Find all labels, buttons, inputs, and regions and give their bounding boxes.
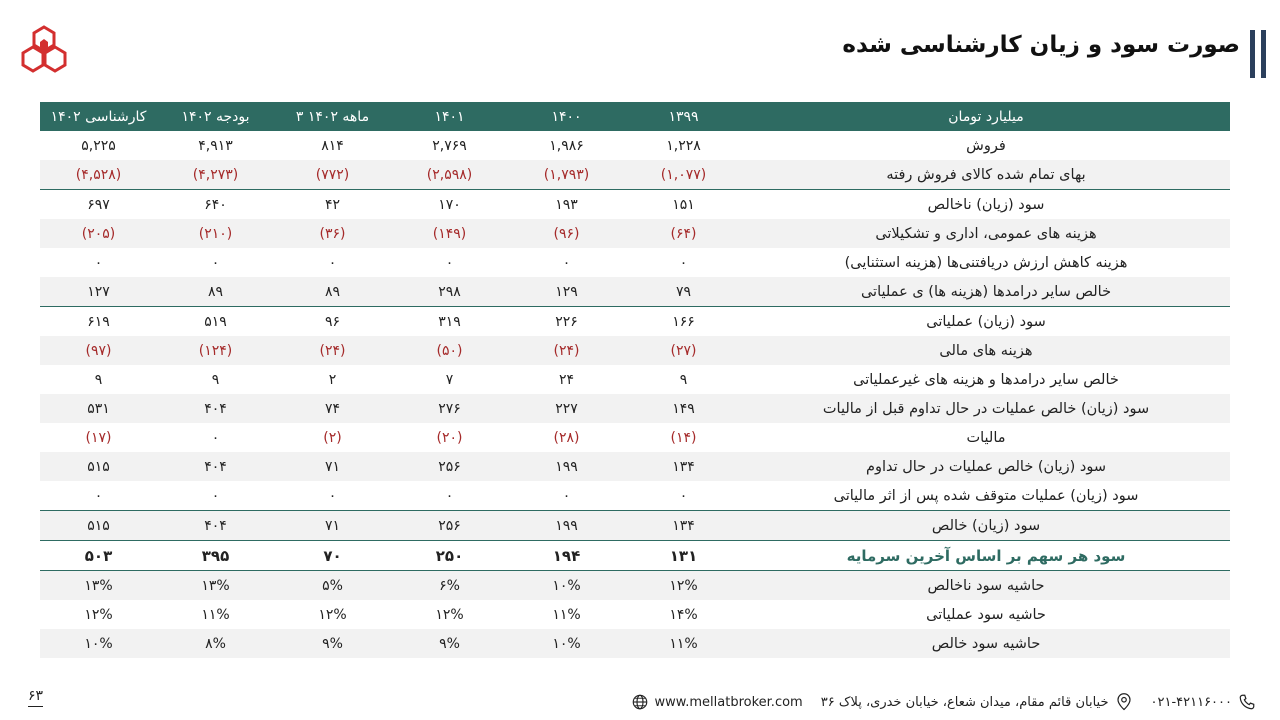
table-cell: (۴,۵۲۸) [40, 160, 157, 190]
row-label: سود (زیان) خالص [742, 511, 1230, 541]
table-cell: ۴۲ [274, 190, 391, 220]
table-cell: ۹ [679, 371, 688, 388]
table-cell: ۹ [211, 371, 220, 388]
table-cell: ۶۹۷ [40, 190, 157, 220]
table-cell: ۱,۹۸۶ [549, 137, 584, 154]
table-cell: ۴۰۴ [157, 394, 274, 423]
table-cell: ۱۶۶ [625, 307, 742, 337]
table-cell: ۵۳۱ [40, 394, 157, 423]
table-cell: ۰ [679, 254, 688, 271]
table-cell: ۱۲۹ [508, 277, 625, 307]
table-cell: ۱۲۷ [40, 277, 157, 307]
table-cell: ۰ [562, 254, 571, 271]
table-cell: ۱۱% [552, 606, 581, 623]
table-cell: (۹۶) [508, 219, 625, 248]
table-cell: ۰ [211, 429, 220, 446]
table-cell: ۲۵۶ [391, 452, 508, 481]
table-cell: ۱۱% [201, 606, 230, 623]
table-cell: ۹ [94, 371, 103, 388]
table-cell: ۱۹۹ [508, 511, 625, 541]
table-cell: (۲۰) [436, 429, 463, 446]
table-cell: (۹۷) [40, 336, 157, 365]
page-number: ۶۳ [28, 688, 43, 707]
table-row [40, 190, 1230, 220]
table-cell: ۱۲% [84, 606, 113, 623]
table-cell: (۱۷) [85, 429, 112, 446]
row-label: هزینه های مالی [742, 336, 1230, 365]
row-label: سود هر سهم بر اساس آخرین سرمایه [742, 541, 1230, 571]
table-row [40, 365, 1230, 394]
col-header-1399: ۱۳۹۹ [625, 102, 742, 131]
col-header-expert-1402: کارشناسی ۱۴۰۲ [40, 102, 157, 131]
table-cell: ۱۹۴ [508, 541, 625, 571]
table-cell: ۷ [445, 371, 454, 388]
table-cell: ۲,۷۶۹ [432, 137, 467, 154]
table-cell: ۵۱۵ [40, 452, 157, 481]
logo-icon [20, 25, 68, 77]
table-cell: ۵۱۵ [40, 511, 157, 541]
table-cell: ۷۴ [274, 394, 391, 423]
table-cell: (۲۷) [625, 336, 742, 365]
table-cell: ۵% [274, 571, 391, 601]
table-cell: ۰ [328, 487, 337, 504]
table-cell: ۱۷۰ [391, 190, 508, 220]
table-cell: ۶۱۹ [40, 307, 157, 337]
address-text: خیابان قائم مقام، میدان شعاع، خیابان خدری، پلاک ۳۶ [820, 694, 1109, 710]
table-cell: ۰ [562, 487, 571, 504]
table-cell: ۶۴۰ [157, 190, 274, 220]
page-title: صورت سود و زیان کارشناسی شده [842, 32, 1240, 58]
table-cell: ۱۲% [625, 571, 742, 601]
row-label: خالص سایر درامدها (هزینه ها) ی عملیاتی [742, 277, 1230, 307]
table-cell: ۰ [211, 254, 220, 271]
table-cell: ۰ [328, 254, 337, 271]
col-header-budget-1402: بودجه ۱۴۰۲ [157, 102, 274, 131]
table-row [40, 160, 1230, 190]
table-cell: (۲۰۵) [40, 219, 157, 248]
row-label: فروش [966, 137, 1006, 154]
table-cell: ۲۵۶ [391, 511, 508, 541]
table-cell: ۱۱% [625, 629, 742, 658]
table-cell: ۲۲۷ [508, 394, 625, 423]
table-cell: ۲ [328, 371, 337, 388]
table-cell: ۳۱۹ [391, 307, 508, 337]
col-header-1400: ۱۴۰۰ [508, 102, 625, 131]
table-cell: (۱۴) [670, 429, 697, 446]
table-cell: (۵۰) [391, 336, 508, 365]
table-cell: (۲,۵۹۸) [391, 160, 508, 190]
table-cell: ۲۴ [558, 371, 575, 388]
row-label: حاشیه سود خالص [742, 629, 1230, 658]
table-cell: (۲۴) [508, 336, 625, 365]
table-cell: (۳۶) [274, 219, 391, 248]
table-row [40, 277, 1230, 307]
row-label: مالیات [966, 429, 1006, 446]
table-cell: ۹۶ [274, 307, 391, 337]
table-cell: ۲۹۸ [391, 277, 508, 307]
table-cell: ۱,۲۲۸ [666, 137, 701, 154]
table-cell: ۰ [94, 254, 103, 271]
phone-text: ۰۲۱-۴۲۱۱۶۰۰۰ [1150, 694, 1232, 710]
title-accent-bar [1250, 30, 1266, 78]
table-cell: (۱۴۹) [391, 219, 508, 248]
row-label: هزینه کاهش ارزش دریافتنی‌ها (هزینه استثنایی) [844, 254, 1128, 271]
table-cell: ۷۱ [274, 452, 391, 481]
col-header-3month-1402: ۳ ماهه ۱۴۰۲ [274, 102, 391, 131]
table-row [40, 423, 1230, 452]
website-link[interactable]: www.mellatbroker.com [654, 694, 803, 710]
table-cell: ۸۹ [157, 277, 274, 307]
row-label: حاشیه سود عملیاتی [926, 606, 1046, 623]
table-cell: ۴,۹۱۳ [198, 137, 233, 154]
table-row [40, 336, 1230, 365]
table-row [40, 541, 1230, 571]
col-header-unit: میلیارد تومان [742, 102, 1230, 131]
table-row [40, 248, 1230, 277]
table-cell: ۲۵۰ [391, 541, 508, 571]
table-cell: ۰ [445, 254, 454, 271]
footer-address [821, 692, 1133, 712]
table-cell: ۵,۲۲۵ [81, 137, 116, 154]
row-label: سود (زیان) خالص عملیات در حال تداوم [742, 452, 1230, 481]
table-header-row [40, 102, 1230, 131]
table-cell: ۱۰% [508, 629, 625, 658]
table-cell: ۱۰% [40, 629, 157, 658]
table-cell: ۳۹۵ [157, 541, 274, 571]
table-cell: (۲) [323, 429, 342, 446]
col-header-1401: ۱۴۰۱ [391, 102, 508, 131]
table-row [40, 394, 1230, 423]
table-cell: ۰ [94, 487, 103, 504]
phone-icon [1238, 693, 1256, 711]
globe-icon [631, 693, 649, 711]
row-label: بهای تمام شده کالای فروش رفته [742, 160, 1230, 190]
row-label: سود (زیان) خالص عملیات در حال تداوم قبل از مالیات [742, 394, 1230, 423]
table-row [40, 452, 1230, 481]
table-cell: ۲۲۶ [508, 307, 625, 337]
table-cell: (۲۸) [553, 429, 580, 446]
table-cell: ۸۹ [274, 277, 391, 307]
footer-phone [1151, 693, 1257, 711]
table-cell: ۸% [157, 629, 274, 658]
table-cell: ۱۳۱ [625, 541, 742, 571]
location-icon [1115, 692, 1133, 712]
table-cell: ۱۴۹ [625, 394, 742, 423]
table-cell: ۸۱۴ [321, 137, 344, 154]
table-cell: (۱,۷۹۳) [508, 160, 625, 190]
row-label: هزینه های عمومی، اداری و تشکیلاتی [742, 219, 1230, 248]
table-cell: ۱۹۹ [508, 452, 625, 481]
table-cell: ۴۰۴ [157, 511, 274, 541]
table-cell: ۱۴% [669, 606, 698, 623]
table-cell: ۱۲% [318, 606, 347, 623]
table-cell: ۰ [211, 487, 220, 504]
table-cell: (۶۴) [625, 219, 742, 248]
table-cell: ۹% [391, 629, 508, 658]
table-row [40, 571, 1230, 601]
table-cell: (۱۲۴) [157, 336, 274, 365]
table-cell: (۲۴) [274, 336, 391, 365]
footer-website[interactable] [631, 693, 803, 711]
table-cell: ۱۳% [40, 571, 157, 601]
table-row [40, 600, 1230, 629]
table-cell: ۱۰% [508, 571, 625, 601]
table-cell: ۰ [445, 487, 454, 504]
table-row [40, 219, 1230, 248]
table-row [40, 481, 1230, 511]
table-cell: ۹% [274, 629, 391, 658]
table-cell: ۲۷۶ [391, 394, 508, 423]
row-label: سود (زیان) عملیاتی [742, 307, 1230, 337]
table-cell: ۶% [391, 571, 508, 601]
table-cell: ۱۳۴ [625, 452, 742, 481]
row-label: سود (زیان) ناخالص [742, 190, 1230, 220]
income-statement-table [40, 102, 1230, 658]
table-row [40, 131, 1230, 160]
table-cell: ۱۳% [157, 571, 274, 601]
table-cell: ۴۰۴ [157, 452, 274, 481]
table-cell: (۷۷۲) [274, 160, 391, 190]
table-cell: ۵۱۹ [157, 307, 274, 337]
table-cell: (۲۱۰) [157, 219, 274, 248]
table-cell: (۱,۰۷۷) [625, 160, 742, 190]
table-cell: ۱۹۳ [508, 190, 625, 220]
row-label: حاشیه سود ناخالص [742, 571, 1230, 601]
table-row [40, 307, 1230, 337]
table-cell: ۷۹ [625, 277, 742, 307]
table-cell: (۴,۲۷۳) [157, 160, 274, 190]
table-cell: ۱۵۱ [625, 190, 742, 220]
footer [631, 692, 1256, 712]
table-cell: ۷۱ [274, 511, 391, 541]
table-cell: ۱۲% [435, 606, 464, 623]
table-cell: ۱۳۴ [625, 511, 742, 541]
table-row [40, 511, 1230, 541]
table-cell: ۰ [679, 487, 688, 504]
row-label: خالص سایر درامدها و هزینه های غیرعملیاتی [853, 371, 1119, 388]
table-cell: ۵۰۳ [40, 541, 157, 571]
table-row [40, 629, 1230, 658]
table-cell: ۷۰ [274, 541, 391, 571]
row-label: سود (زیان) عملیات متوقف شده پس از اثر مالیاتی [833, 487, 1139, 504]
